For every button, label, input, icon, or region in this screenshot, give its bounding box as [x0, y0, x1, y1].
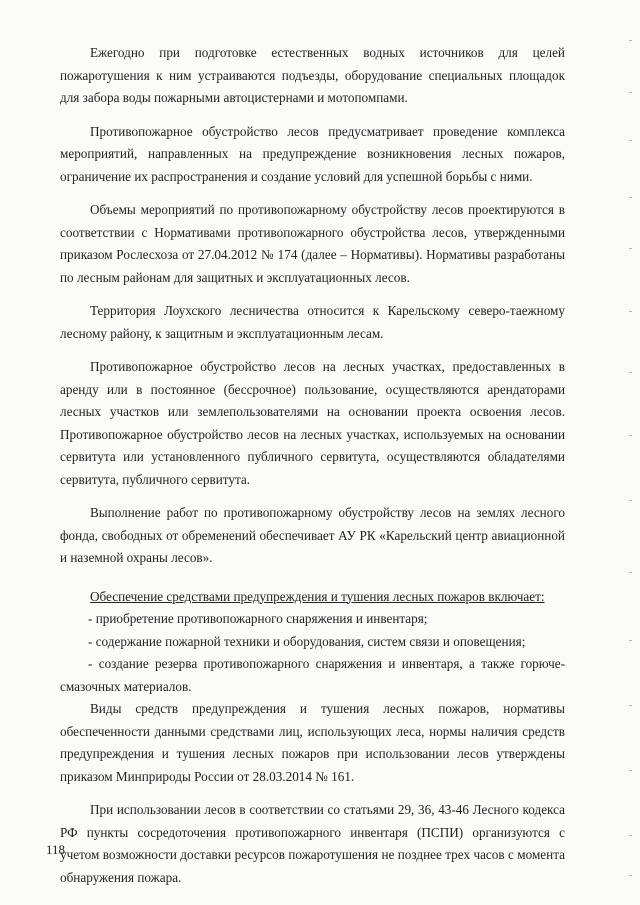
scan-mark: [629, 311, 632, 312]
scan-mark: [629, 572, 632, 573]
paragraph: Виды средств предупреждения и тушения лесных пожаров, нормативы обеспеченности данными средствами лиц, использующих леса, нормы наличия средств предупреждения и тушения лесных пожаров при использовании лесов утверждены приказом Минприроды России от 28.03.2014 № 161.: [60, 701, 565, 784]
scan-edge-marks: [618, 0, 632, 905]
scan-mark: [629, 875, 632, 876]
scan-mark: [629, 770, 632, 771]
scan-mark: [629, 640, 632, 641]
list-item: - приобретение противопожарного снаряжения и инвентаря;: [88, 611, 428, 626]
scan-mark: [629, 92, 632, 93]
paragraph: Выполнение работ по противопожарному обустройству лесов на землях лесного фонда, свободных от обременений обеспечивает АУ РК «Карельский центр авиационной и наземной охраны лесов».: [60, 505, 565, 565]
paragraph: Противопожарное обустройство лесов на лесных участках, предоставленных в аренду или в постоянное (бессрочное) пользование, осуществляются арендаторами лесных участков или землепользователями на основании проекта освоения лесов. Противопожарное обустройство лесов на лесных участках, используемых на основании сервитута или установленного публичного сервитута, осуществляются обладателями сервитута, публичного сервитута.: [60, 359, 565, 487]
paragraph: Территория Лоухского лесничества относится к Карельскому северо-таежному лесному району, к защитным и эксплуатационным лесам.: [60, 303, 565, 341]
list-item: - содержание пожарной техники и оборудования, систем связи и оповещения;: [88, 633, 526, 649]
page-number: 118: [46, 842, 66, 857]
scan-mark: [629, 705, 632, 706]
scan-mark: [629, 835, 632, 836]
section-heading: [60, 586, 565, 609]
paragraph: При использовании лесов в соответствии со статьями 29, 36, 43-46 Лесного кодекса РФ пункты сосредоточения противопожарного инвентаря (ПСПИ) организуются с учетом возможности доставки ресурсов пожаротушения не позднее трех часов с момента обнаружения пожара.: [60, 802, 565, 885]
scan-mark: [629, 248, 632, 249]
paragraph: Противопожарное обустройство лесов предусматривает проведение комплекса мероприятий, направленных на предупреждение возникновения лесных пожаров, ограничение их распространения и создание условий для успешной борьбы с ними.: [60, 123, 565, 184]
paragraph: Ежегодно при подготовке естественных водных источников для целей пожаротушения к ним устраиваются подъезды, оборудование специальных площадок для забора воды пожарными автоцистернами и мотопомпами.: [60, 45, 565, 105]
scan-mark: [629, 40, 632, 41]
scan-mark: [629, 500, 632, 501]
list-item: - создание резерва противопожарного снаряжения и инвентаря, а также горюче-смазочных материалов.: [60, 656, 565, 694]
document-body: [60, 42, 565, 889]
scan-mark: [629, 140, 632, 141]
scan-mark: [629, 372, 632, 373]
paragraph: Объемы мероприятий по противопожарному обустройству лесов проектируются в соответствии с Нормативами противопожарного обустройства лесов, утвержденными приказом Рослесхоза от 27.04.2012 № 174 (далее – Нормативы). Нормативы разработаны по лесным районам для защитных и эксплуатационных лесов.: [60, 202, 565, 285]
section-heading-text: Обеспечение средствами предупреждения и тушения лесных пожаров включает:: [90, 588, 545, 604]
scan-mark: [629, 435, 632, 436]
scan-mark: [629, 197, 632, 198]
